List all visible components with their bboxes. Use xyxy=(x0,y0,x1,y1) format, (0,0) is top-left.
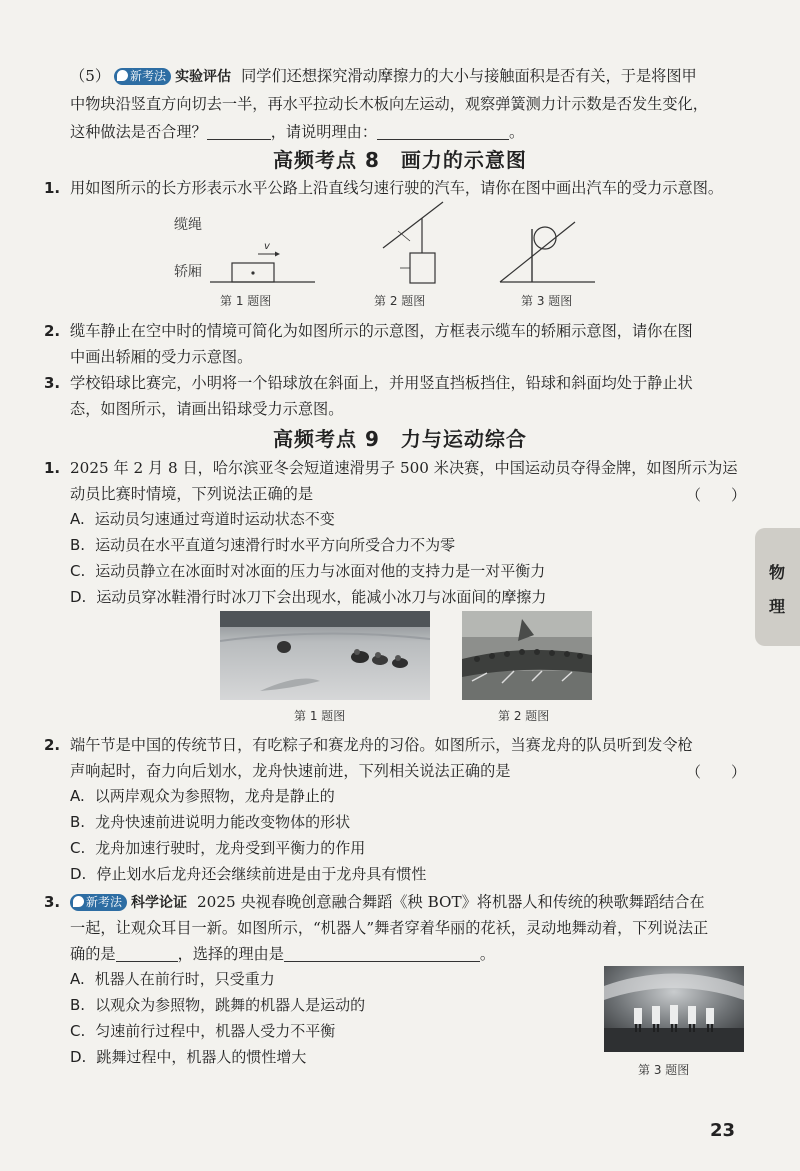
s9-q3-answer-blank[interactable] xyxy=(116,943,178,962)
s9-q1-line1: 2025 年 2 月 8 日，哈尔滨亚冬会短道速滑男子 500 米决赛，中国运动员夺得金牌，如图所示为运 xyxy=(70,459,738,477)
s9-q3-number: 3. xyxy=(44,893,61,911)
s9-q3-line3: 确的是 ，选择的理由是 。 xyxy=(70,945,496,963)
s9-q2-option-b[interactable]: B. 龙舟快速前进说明力能改变物体的形状 xyxy=(70,813,351,831)
s8-q2-line2: 中画出轿厢的受力示意图。 xyxy=(70,348,253,366)
fig3-ball-diagram xyxy=(500,222,595,282)
s9-fig3-caption: 第 3 题图 xyxy=(638,1063,690,1077)
fig2-cable xyxy=(383,202,443,248)
fig1-car-diagram xyxy=(210,241,315,282)
fig2-rope-label: 缆绳 xyxy=(174,217,202,233)
side-tab-char-1: 物 xyxy=(769,563,786,582)
s8-q2-line1: 缆车静止在空中时的情境可简化为如图所示的示意图，方框表示缆车的轿厢示意图，请你在图 xyxy=(70,322,693,340)
fig3-incline xyxy=(500,222,575,282)
fig1-velocity-label: v xyxy=(264,241,270,252)
fig2-cabin-label: 轿厢 xyxy=(174,264,202,280)
section8-title: 高频考点 8 画力的示意图 xyxy=(273,148,527,172)
s9-q2-line2: 声响起时，奋力向后划水，龙舟快速前进，下列相关说法正确的是 xyxy=(70,762,511,780)
s8-q2-number: 2. xyxy=(44,322,61,340)
s9-q3-keyword: 科学论证 xyxy=(131,895,188,911)
speed-skating-photo xyxy=(220,611,430,700)
s9-q1-option-b[interactable]: B. 运动员在水平直道匀速滑行时水平方向所受合力不为零 xyxy=(70,536,456,554)
s9-fig2-caption: 第 2 题图 xyxy=(498,709,550,723)
s9-q3-option-c[interactable]: C. 匀速前行过程中，机器人受力不平衡 xyxy=(70,1022,336,1040)
s9-q1-option-a[interactable]: A. 运动员匀速通过弯道时运动状态不变 xyxy=(70,510,335,528)
new-method-tag: 新考法 xyxy=(114,68,171,85)
fig1-caption: 第 1 题图 xyxy=(220,294,272,308)
s9-q1-number: 1. xyxy=(44,459,61,477)
s9-q1-option-d[interactable]: D. 运动员穿冰鞋滑行时冰刀下会出现水，能减小冰刀与冰面间的摩擦力 xyxy=(70,588,547,606)
fig2-cable-car-diagram xyxy=(383,202,443,283)
s8-q1-number: 1. xyxy=(44,179,61,197)
s9-fig1-caption: 第 1 题图 xyxy=(294,709,346,723)
q5-keyword: 实验评估 xyxy=(175,69,232,85)
fig1-arrowhead xyxy=(275,252,280,257)
s9-q2-answer-paren[interactable]: （ ） xyxy=(686,763,747,781)
robot-dance-photo xyxy=(604,966,744,1052)
side-tab-char-2: 理 xyxy=(769,597,786,616)
s9-q2-option-c[interactable]: C. 龙舟加速行驶时，龙舟受到平衡力的作用 xyxy=(70,839,366,857)
subject-side-tab xyxy=(755,528,800,646)
s9-q2-option-d[interactable]: D. 停止划水后龙舟还会继续前进是由于龙舟具有惯性 xyxy=(70,865,427,883)
q5-line3: 这种做法是否合理？ ，请说明理由： 。 xyxy=(70,123,525,141)
q5-prefix: （5） xyxy=(70,67,111,85)
q5-answer-blank[interactable] xyxy=(207,121,271,140)
fig1-center-dot xyxy=(251,271,254,274)
s9-q2-line1: 端午节是中国的传统节日，有吃粽子和赛龙舟的习俗。如图所示，当赛龙舟的队员听到发令枪 xyxy=(70,736,693,754)
s8-q3-line2: 态，如图所示，请画出铅球受力示意图。 xyxy=(70,400,344,418)
q5-line1 xyxy=(70,62,750,91)
q5-line2: 中物块沿竖直方向切去一半，再水平拉动长木板向左运动，观察弹簧测力计示数是否发生变化， xyxy=(70,95,708,113)
s9-q3-option-a[interactable]: A. 机器人在前行时，只受重力 xyxy=(70,970,275,988)
s9-q1-line2: 动员比赛时情境，下列说法正确的是 xyxy=(70,485,313,503)
q5-text: 同学们还想探究滑动摩擦力的大小与接触面积是否有关，于是将图甲 xyxy=(241,67,697,85)
fig2-cabin-box xyxy=(410,253,435,283)
pin-icon xyxy=(73,896,84,907)
s8-q3-number: 3. xyxy=(44,374,61,392)
s9-q1-option-c[interactable]: C. 运动员静立在冰面时对冰面的压力与冰面对他的支持力是一对平衡力 xyxy=(70,562,546,580)
fig2-caption: 第 2 题图 xyxy=(374,294,426,308)
s9-q3-option-b[interactable]: B. 以观众为参照物，跳舞的机器人是运动的 xyxy=(70,996,366,1014)
fig3-caption: 第 3 题图 xyxy=(521,294,573,308)
dragon-boat-photo xyxy=(462,611,592,700)
s9-q3-reason-blank[interactable] xyxy=(284,943,480,962)
s9-q2-option-a[interactable]: A. 以两岸观众为参照物，龙舟是静止的 xyxy=(70,787,335,805)
q5-reason-blank[interactable] xyxy=(377,121,509,140)
s8-q3-line1: 学校铅球比赛完，小明将一个铅球放在斜面上，并用竖直挡板挡住，铅球和斜面均处于静止状 xyxy=(70,374,693,392)
s9-q2-number: 2. xyxy=(44,736,61,754)
page-number: 23 xyxy=(710,1120,736,1141)
section9-title: 高频考点 9 力与运动综合 xyxy=(273,427,527,451)
s8-q1-text: 用如图所示的长方形表示水平公路上沿直线匀速行驶的汽车，请你在图中画出汽车的受力示意图。 xyxy=(70,179,724,197)
s9-q3-option-d[interactable]: D. 跳舞过程中，机器人的惯性增大 xyxy=(70,1048,307,1066)
s9-q3-line2: 一起，让观众耳目一新。如图所示，“机器人”舞者穿着华丽的花袄，灵动地舞动着，下列说法正 xyxy=(70,919,709,937)
new-method-tag-2: 新考法 xyxy=(70,894,127,911)
s9-q3-line1: 新考法 科学论证 2025 央视春晚创意融合舞蹈《秧 BOT》将机器人和传统的秧歌舞蹈结合在 xyxy=(70,888,750,917)
pin-icon xyxy=(117,70,128,81)
s9-q1-answer-paren[interactable]: （ ） xyxy=(686,486,747,504)
